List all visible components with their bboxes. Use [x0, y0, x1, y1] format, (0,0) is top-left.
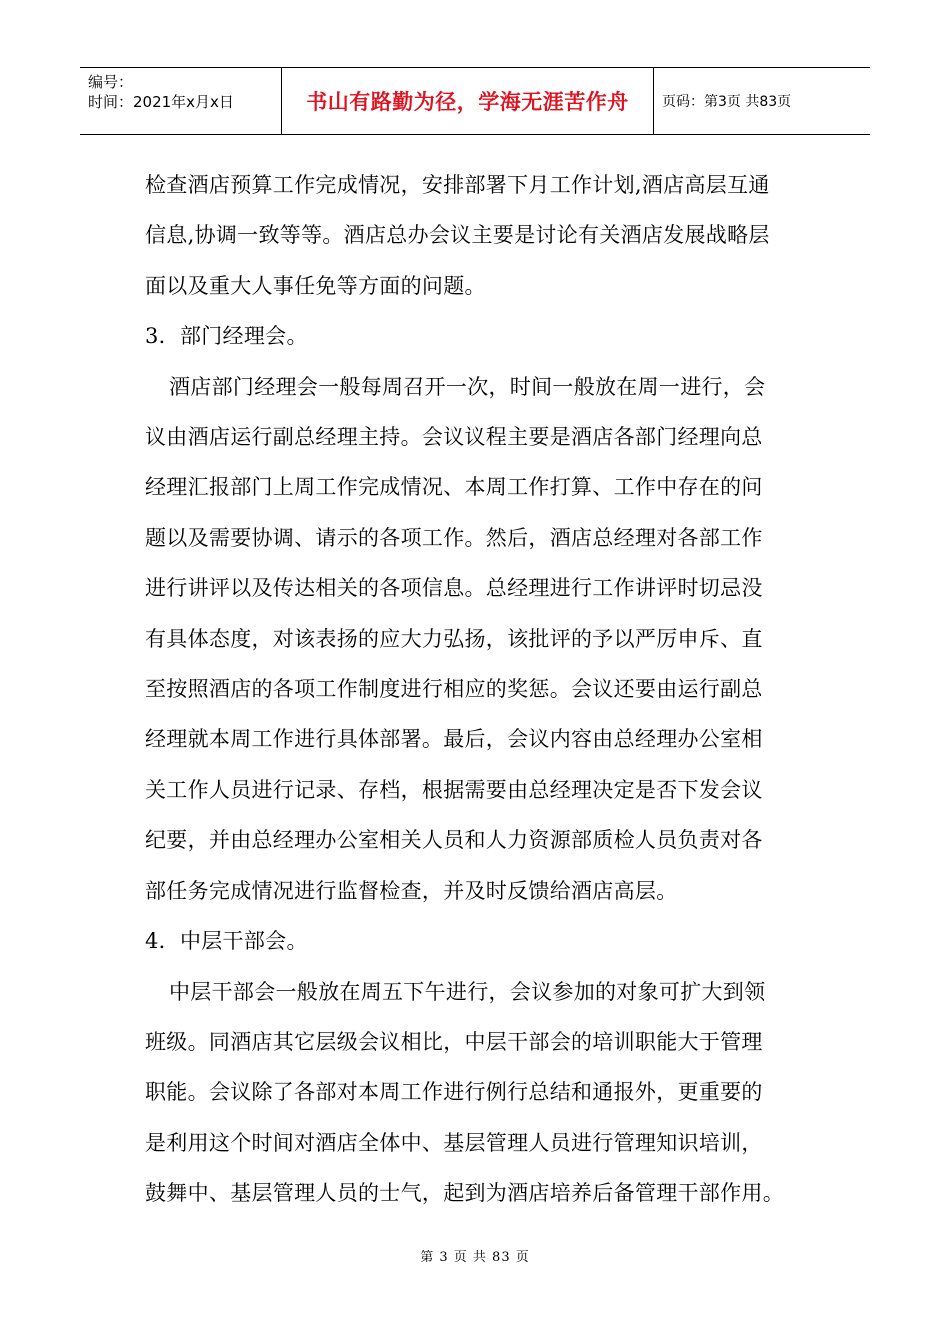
section-heading: 4．中层干部会。 — [145, 929, 308, 954]
number-label: 编号： — [88, 73, 134, 91]
body-line: 经理汇报部门上周工作完成情况、本周工作打算、工作中存在的问 — [145, 475, 763, 500]
body-line: 至按照酒店的各项工作制度进行相应的奖惩。会议还要由运行副总 — [145, 677, 763, 702]
body-line: 纪要，并由总经理办公室相关人员和人力资源部质检人员负责对各 — [145, 828, 763, 853]
document-body — [145, 160, 815, 1219]
body-line: 中层干部会一般放在周五下午进行，会议参加的对象可扩大到领 — [169, 979, 766, 1004]
date-label: 时间：2021年x月x日 — [88, 93, 234, 111]
body-line: 题以及需要协调、请示的各项工作。然后，酒店总经理对各部工作 — [145, 525, 763, 550]
body-line: 有具体态度，对该表扬的应大力弘扬，该批评的予以严厉申斥、直 — [145, 626, 763, 651]
page-footer: 第 3 页 共 83 页 — [420, 1250, 530, 1265]
body-line: 经理就本周工作进行具体部署。最后，会议内容由总经理办公室相 — [145, 727, 763, 752]
header-page-info: 页码：第3页 共83页 — [662, 94, 792, 110]
body-line: 酒店部门经理会一般每周召开一次，时间一般放在周一进行，会 — [169, 374, 766, 399]
body-line: 班级。同酒店其它层级会议相比，中层干部会的培训职能大于管理 — [145, 1029, 763, 1054]
section-heading: 3．部门经理会。 — [145, 324, 308, 349]
body-line: 信息,协调一致等等。酒店总办会议主要是讨论有关酒店发展战略层 — [145, 223, 770, 248]
header-motto: 书山有路勤为径，学海无涯苦作舟 — [282, 68, 654, 134]
body-line: 是利用这个时间对酒店全体中、基层管理人员进行管理知识培训， — [145, 1130, 763, 1155]
body-line: 进行讲评以及传达相关的各项信息。总经理进行工作讲评时切忌没 — [145, 576, 763, 601]
body-line: 面以及重大人事任免等方面的问题。 — [145, 273, 486, 298]
body-line: 关工作人员进行记录、存档，根据需要由总经理决定是否下发会议 — [145, 777, 763, 802]
document-header — [80, 67, 870, 135]
body-line: 鼓舞中、基层管理人员的士气，起到为酒店培养后备管理干部作用。 — [145, 1181, 784, 1206]
body-line: 部任务完成情况进行监督检查，并及时反馈给酒店高层。 — [145, 878, 678, 903]
body-line: 职能。会议除了各部对本周工作进行例行总结和通报外，更重要的 — [145, 1080, 763, 1105]
header-meta — [80, 68, 282, 134]
body-line: 检查酒店预算工作完成情况，安排部署下月工作计划,酒店高层互通 — [145, 173, 770, 197]
body-line: 议由酒店运行副总经理主持。会议议程主要是酒店各部门经理向总 — [145, 425, 763, 450]
